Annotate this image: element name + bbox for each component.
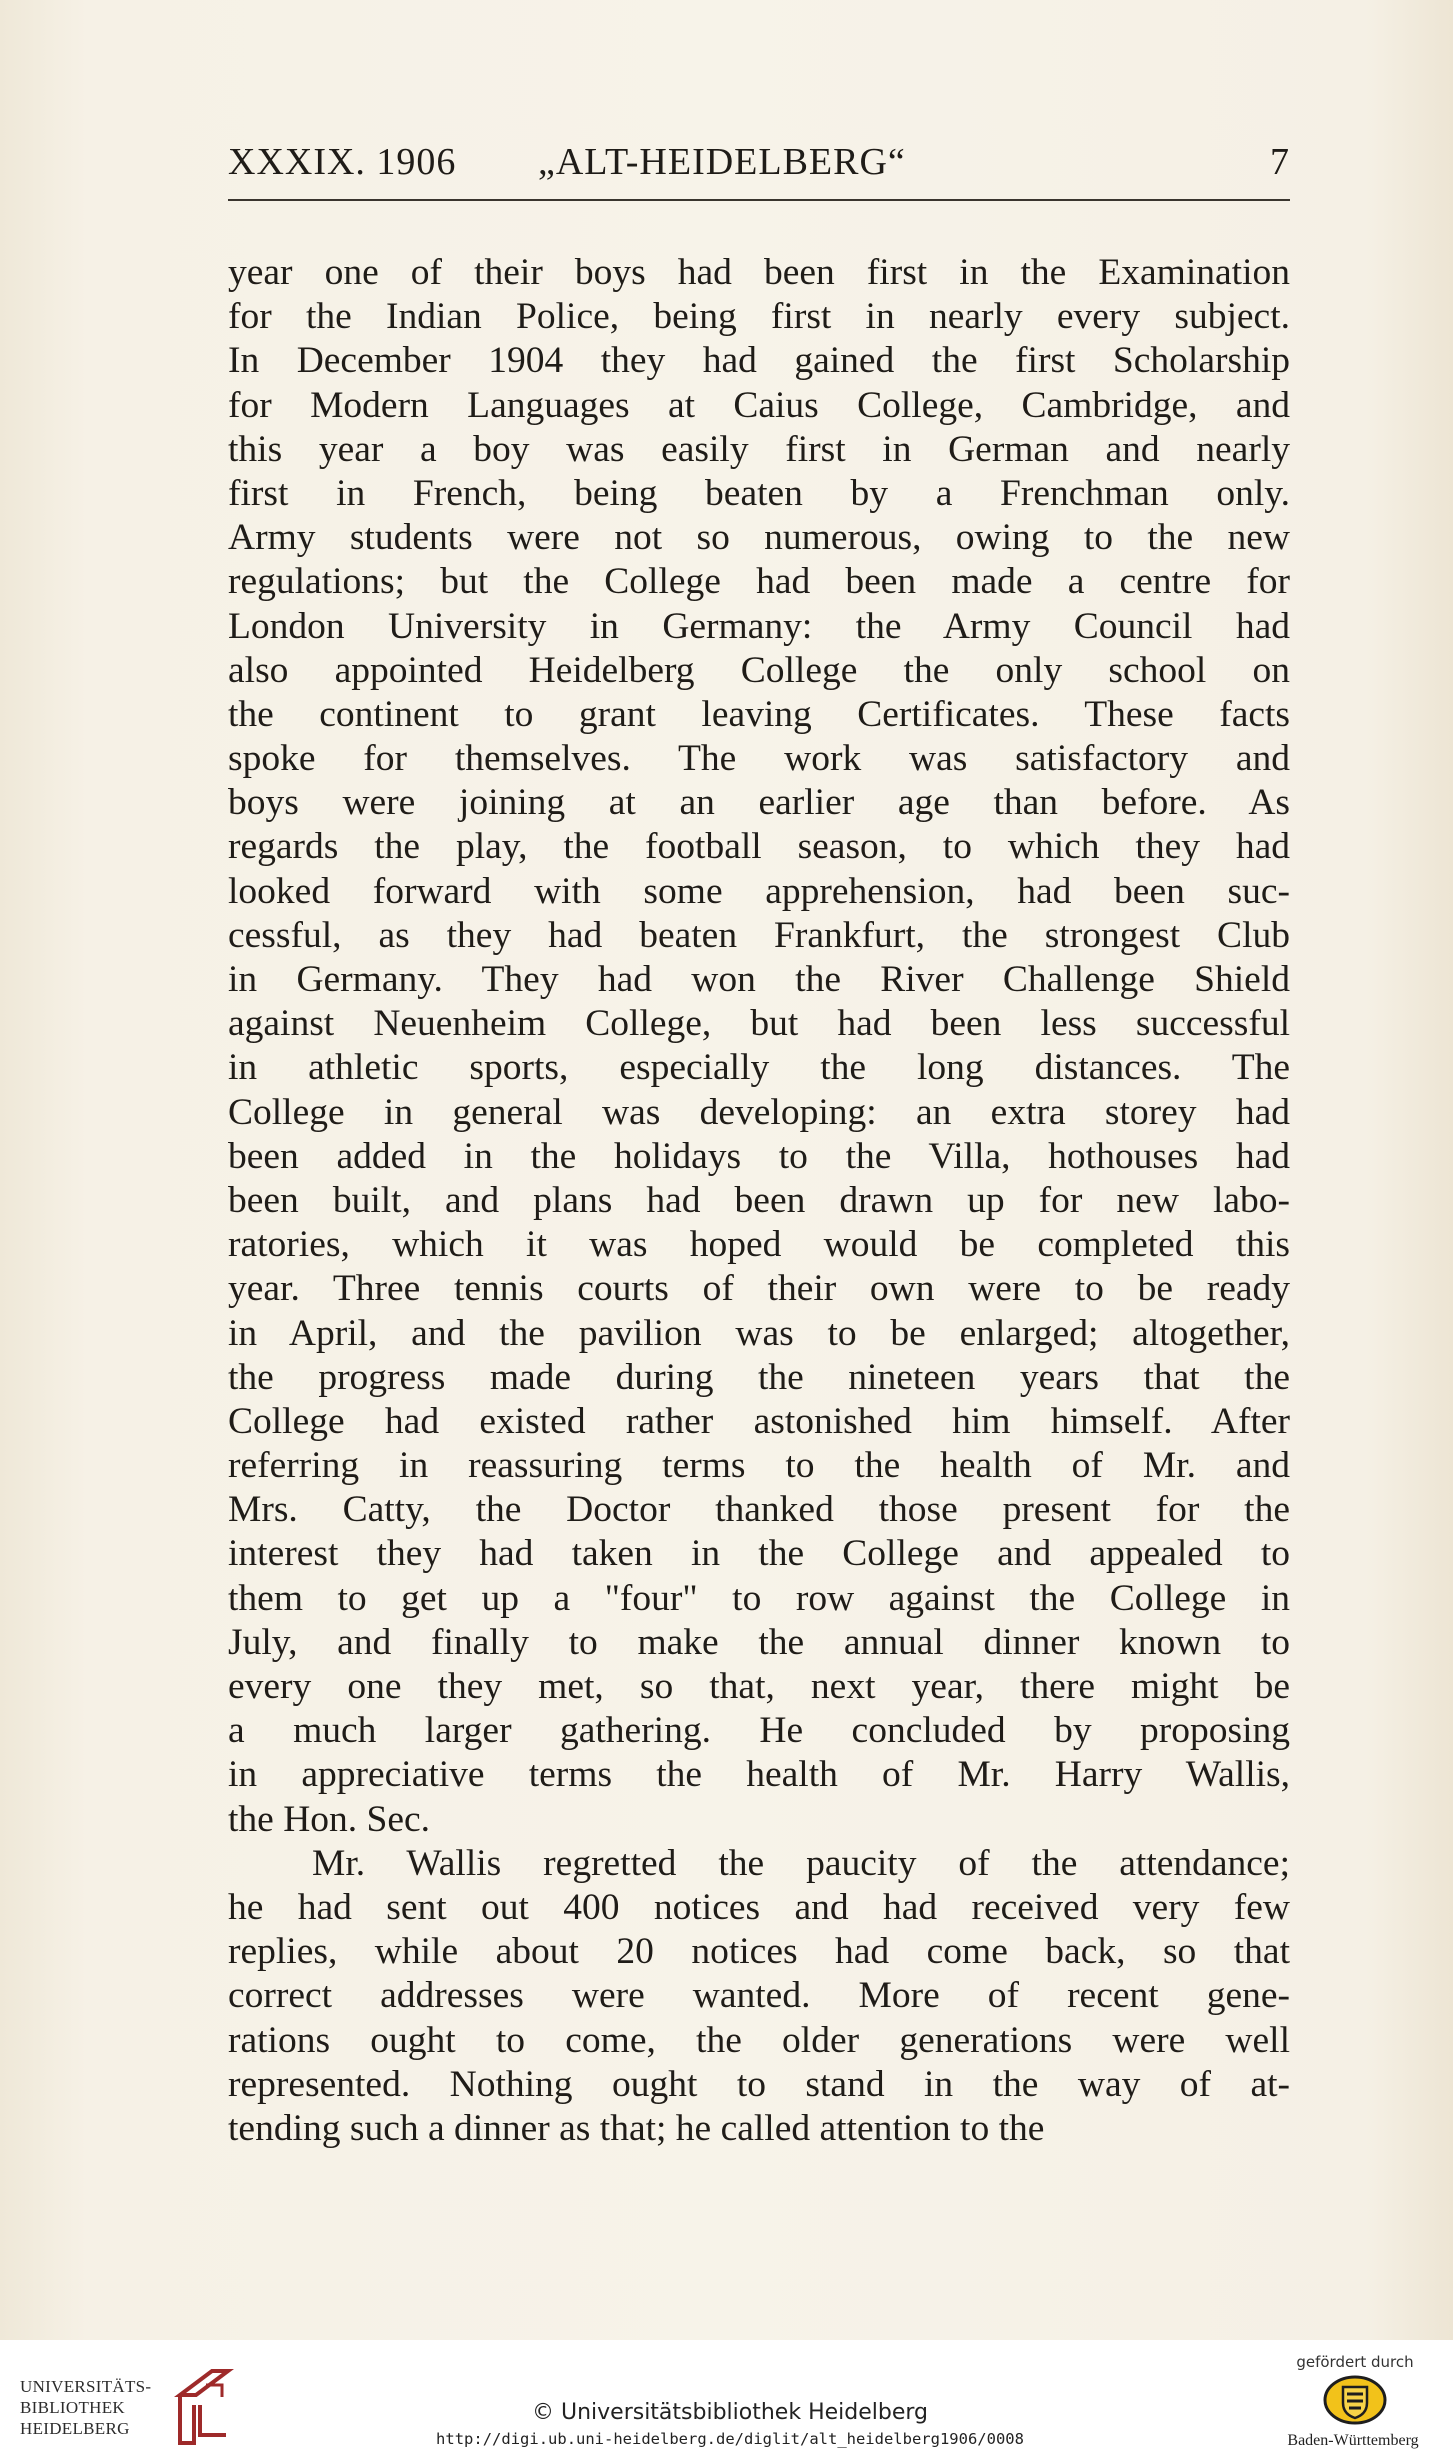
text-line: this year a boy was easily first in German and nearly [228, 428, 1290, 470]
library-logo-icon [172, 2365, 234, 2449]
text-line: the progress made during the nineteen years that the [228, 1356, 1290, 1398]
text-line: London University in Germany: the Army Council had [228, 605, 1290, 647]
running-header [228, 140, 1290, 200]
text-line: for Modern Languages at Caius College, Cambridge, and [228, 384, 1290, 426]
text-line: represented. Nothing ought to stand in the way of at- [228, 2063, 1290, 2105]
copyright-notice: © Universitätsbibliothek Heidelberg [531, 2400, 928, 2425]
text-line: correct addresses were wanted. More of recent gene- [228, 1975, 1290, 2017]
state-coat-of-arms-icon [1322, 2374, 1388, 2426]
text-line: a much larger gathering. He concluded by proposing [228, 1710, 1290, 1752]
text-line: also appointed Heidelberg College the only school on [228, 649, 1290, 691]
header-volume: XXXIX. 1906 [228, 141, 457, 183]
text-line: in athletic sports, especially the long distances. The [228, 1047, 1290, 1089]
header-rule [228, 199, 1290, 201]
funded-by-label: gefördert durch [1296, 2353, 1414, 2371]
text-line: In December 1904 they had gained the first Scholarship [228, 340, 1290, 382]
text-line: in April, and the pavilion was to be enlarged; altogether, [228, 1312, 1290, 1354]
text-line: first in French, being beaten by a Frenchman only. [228, 472, 1290, 514]
text-line: for the Indian Police, being first in nearly every subject. [228, 296, 1290, 338]
library-name-line: BIBLIOTHEK [20, 2398, 125, 2417]
text-line: been added in the holidays to the Villa, hothouses had [228, 1135, 1290, 1177]
text-line: the Hon. Sec. [228, 1798, 431, 1840]
text-line: Mr. Wallis regretted the paucity of the attendance; [312, 1842, 1290, 1884]
text-line: referring in reassuring terms to the health of Mr. and [228, 1445, 1290, 1487]
text-line: interest they had taken in the College and appealed to [228, 1533, 1290, 1575]
text-line: Army students were not so numerous, owing to the new [228, 517, 1290, 559]
library-name-line: UNIVERSITÄTS- [20, 2377, 152, 2396]
text-line: cessful, as they had beaten Frankfurt, the strongest Club [228, 914, 1290, 956]
text-line: regulations; but the College had been made a centre for [228, 561, 1290, 603]
text-line: rations ought to come, the older generations were well [228, 2019, 1290, 2061]
text-line: year. Three tennis courts of their own were to be ready [228, 1268, 1290, 1310]
text-line: been built, and plans had been drawn up for new labo- [228, 1179, 1290, 1221]
text-line: in Germany. They had won the River Challenge Shield [228, 959, 1290, 1000]
text-line: ratories, which it was hoped would be completed this [228, 1224, 1290, 1266]
text-line: July, and finally to make the annual dinner known to [228, 1621, 1290, 1663]
state-name: Baden-Württemberg [1287, 2432, 1419, 2449]
text-line: year one of their boys had been first in the Examination [228, 252, 1290, 293]
text-line: College in general was developing: an extra storey had [228, 1091, 1290, 1133]
text-line: tending such a dinner as that; he called attention to the [228, 2107, 1045, 2149]
text-line: every one they met, so that, next year, there might be [228, 1666, 1290, 1707]
page-number: 7 [1270, 141, 1290, 183]
library-name [20, 2376, 170, 2439]
text-line: against Neuenheim College, but had been less successful [228, 1003, 1290, 1045]
text-line: the continent to grant leaving Certificates. These facts [228, 693, 1290, 735]
text-line: College had existed rather astonished him himself. After [228, 1400, 1290, 1442]
header-title: „ALT-HEIDELBERG“ [538, 141, 906, 183]
library-name-line: HEIDELBERG [20, 2419, 130, 2438]
text-line: he had sent out 400 notices and had received very few [228, 1886, 1290, 1928]
text-line: them to get up a "four" to row against the College in [228, 1577, 1290, 1619]
source-url[interactable]: http://digi.ub.uni-heidelberg.de/diglit/alt_heidelberg1906/0008 [436, 2430, 1024, 2448]
text-line: boys were joining at an earlier age than before. As [228, 782, 1290, 824]
text-line: replies, while about 20 notices had come back, so that [228, 1931, 1290, 1973]
text-line: looked forward with some apprehension, had been suc- [228, 870, 1290, 912]
text-line: spoke for themselves. The work was satisfactory and [228, 738, 1290, 780]
text-line: regards the play, the football season, to which they had [228, 826, 1290, 868]
text-line: Mrs. Catty, the Doctor thanked those present for the [228, 1489, 1290, 1531]
body-text [228, 251, 1290, 2151]
text-line: in appreciative terms the health of Mr. Harry Wallis, [228, 1754, 1290, 1796]
